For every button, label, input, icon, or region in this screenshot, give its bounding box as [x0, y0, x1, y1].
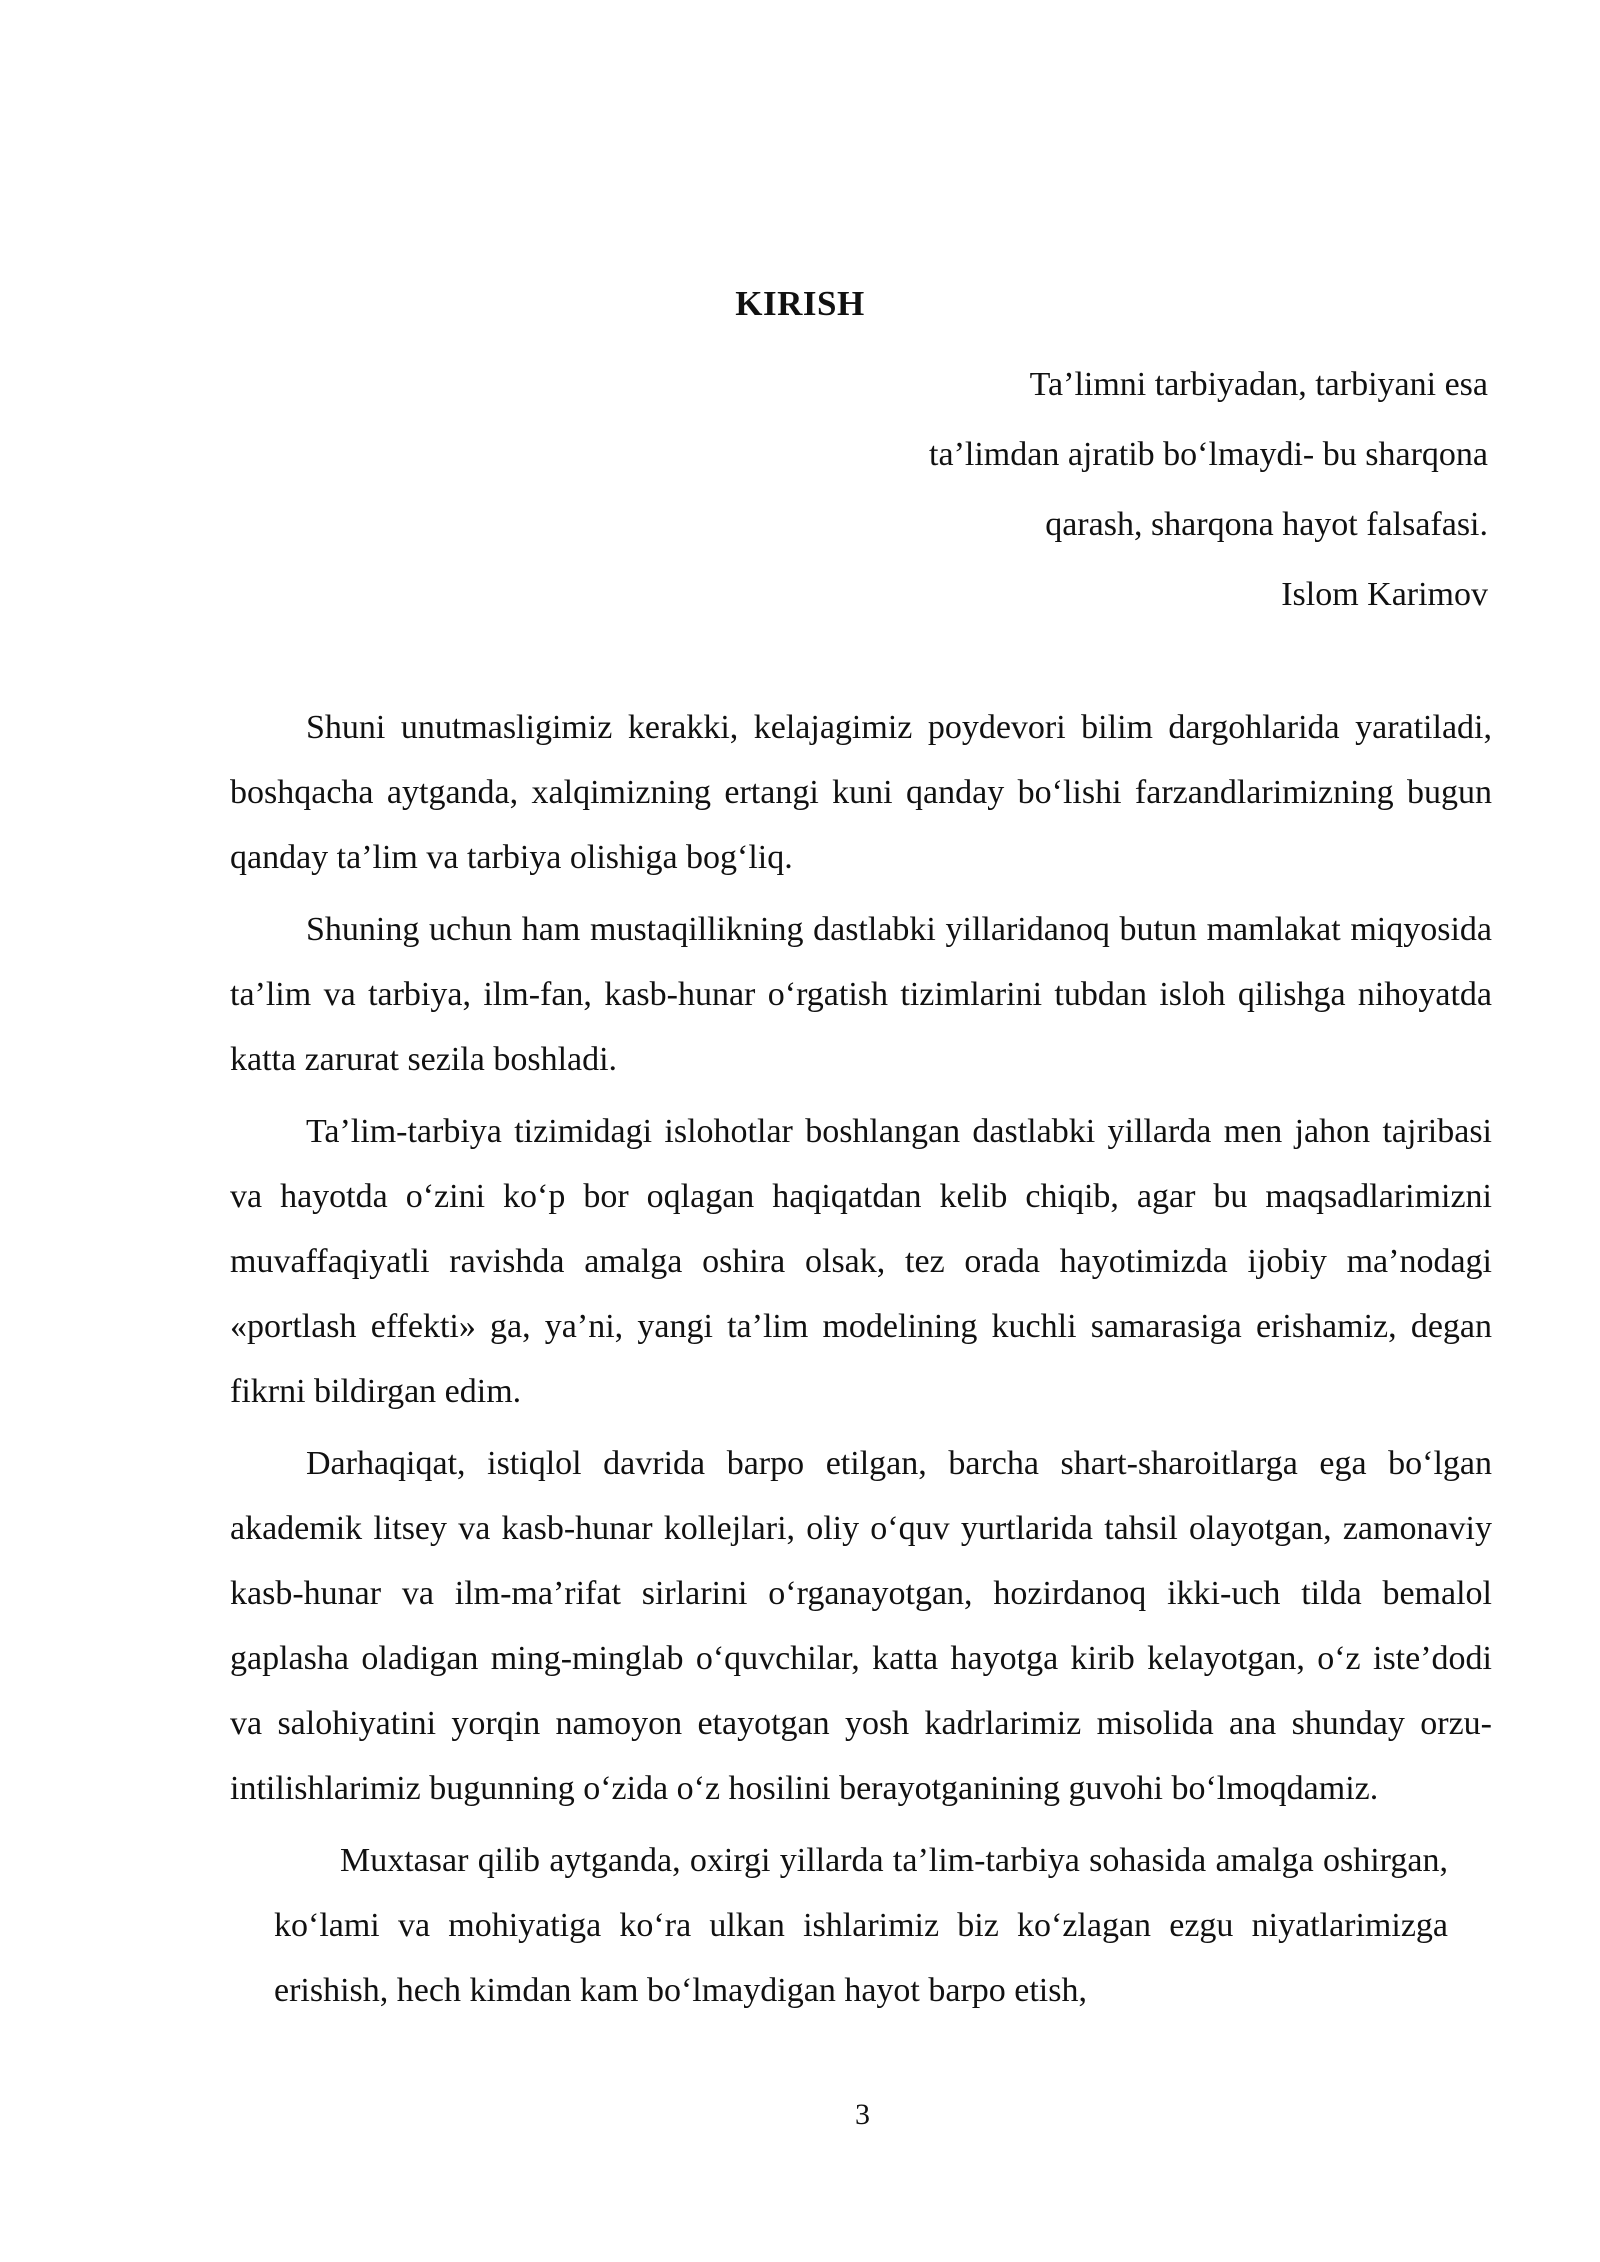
- page-number: 3: [855, 2098, 870, 2131]
- epigraph-line: Ta’limni tarbiyadan, tarbiyani esa: [1029, 366, 1488, 403]
- paragraph-continued: Muxtasar qilib aytganda, oxirgi yillarda ta’lim-tarbiya sohasida amalga oshirgan, ko‘lami va mohiyatiga ko‘ra ulkan ishlarimiz biz ko‘zlagan ezgu niyatlarimizga erishish, hech kimdan kam bo‘lmaydigan hayot barpo etish,: [274, 1842, 1448, 2009]
- epigraph-author: Islom Karimov: [1281, 576, 1488, 613]
- epigraph-line: qarash, sharqona hayot falsafasi.: [1045, 506, 1488, 543]
- body-text: [230, 695, 1492, 2023]
- epigraph-line: ta’limdan ajratib bo‘lmaydi- bu sharqona: [929, 436, 1488, 473]
- epigraph: [788, 350, 1488, 630]
- paragraph: Darhaqiqat, istiqlol davrida barpo etilgan, barcha shart-sharoitlarga ega bo‘lgan akademik litsey va kasb-hunar kollejlari, oliy o‘quv yurtlarida tahsil olayotgan, zamonaviy kasb-hunar va ilm-ma’rifat sirlarini o‘rganayotgan, hozirdanoq ikki-uch tilda bemalol gaplasha oladigan ming-minglab o‘quvchilar, katta hayotga kirib kelayotgan, o‘z iste’dodi va salohiyatini yorqin namoyon etayotgan yosh kadrlarimiz misolida ana shunday orzu-intilishlarimiz bugunning o‘zida o‘z hosilini berayotganining guvohi bo‘lmoqdamiz.: [230, 1445, 1492, 1807]
- paragraph: Shuni unutmasligimiz kerakki, kelajagimiz poydevori bilim dargohlarida yaratiladi, boshqacha aytganda, xalqimizning ertangi kuni qanday bo‘lishi farzandlarimizning bugun qanday ta’lim va tarbiya olishiga bog‘liq.: [230, 709, 1492, 876]
- paragraph: Ta’lim-tarbiya tizimidagi islohotlar boshlangan dastlabki yillarda men jahon tajribasi va hayotda o‘zini ko‘p bor oqlagan haqiqatdan kelib chiqib, agar bu maqsadlarimizni muvaffaqiyatli ravishda amalga oshira olsak, tez orada hayotimizda ijobiy ma’nodagi «portlash effekti» ga, ya’ni, yangi ta’lim modelining kuchli samarasiga erishamiz, degan fikrni bildirgan edim.: [230, 1113, 1492, 1410]
- section-heading: KIRISH: [735, 284, 865, 323]
- paragraph: Shuning uchun ham mustaqillikning dastlabki yillaridanoq butun mamlakat miqyosida ta’lim va tarbiya, ilm-fan, kasb-hunar o‘rgatish tizimlarini tubdan isloh qilishga nihoyatda katta zarurat sezila boshladi.: [230, 911, 1492, 1078]
